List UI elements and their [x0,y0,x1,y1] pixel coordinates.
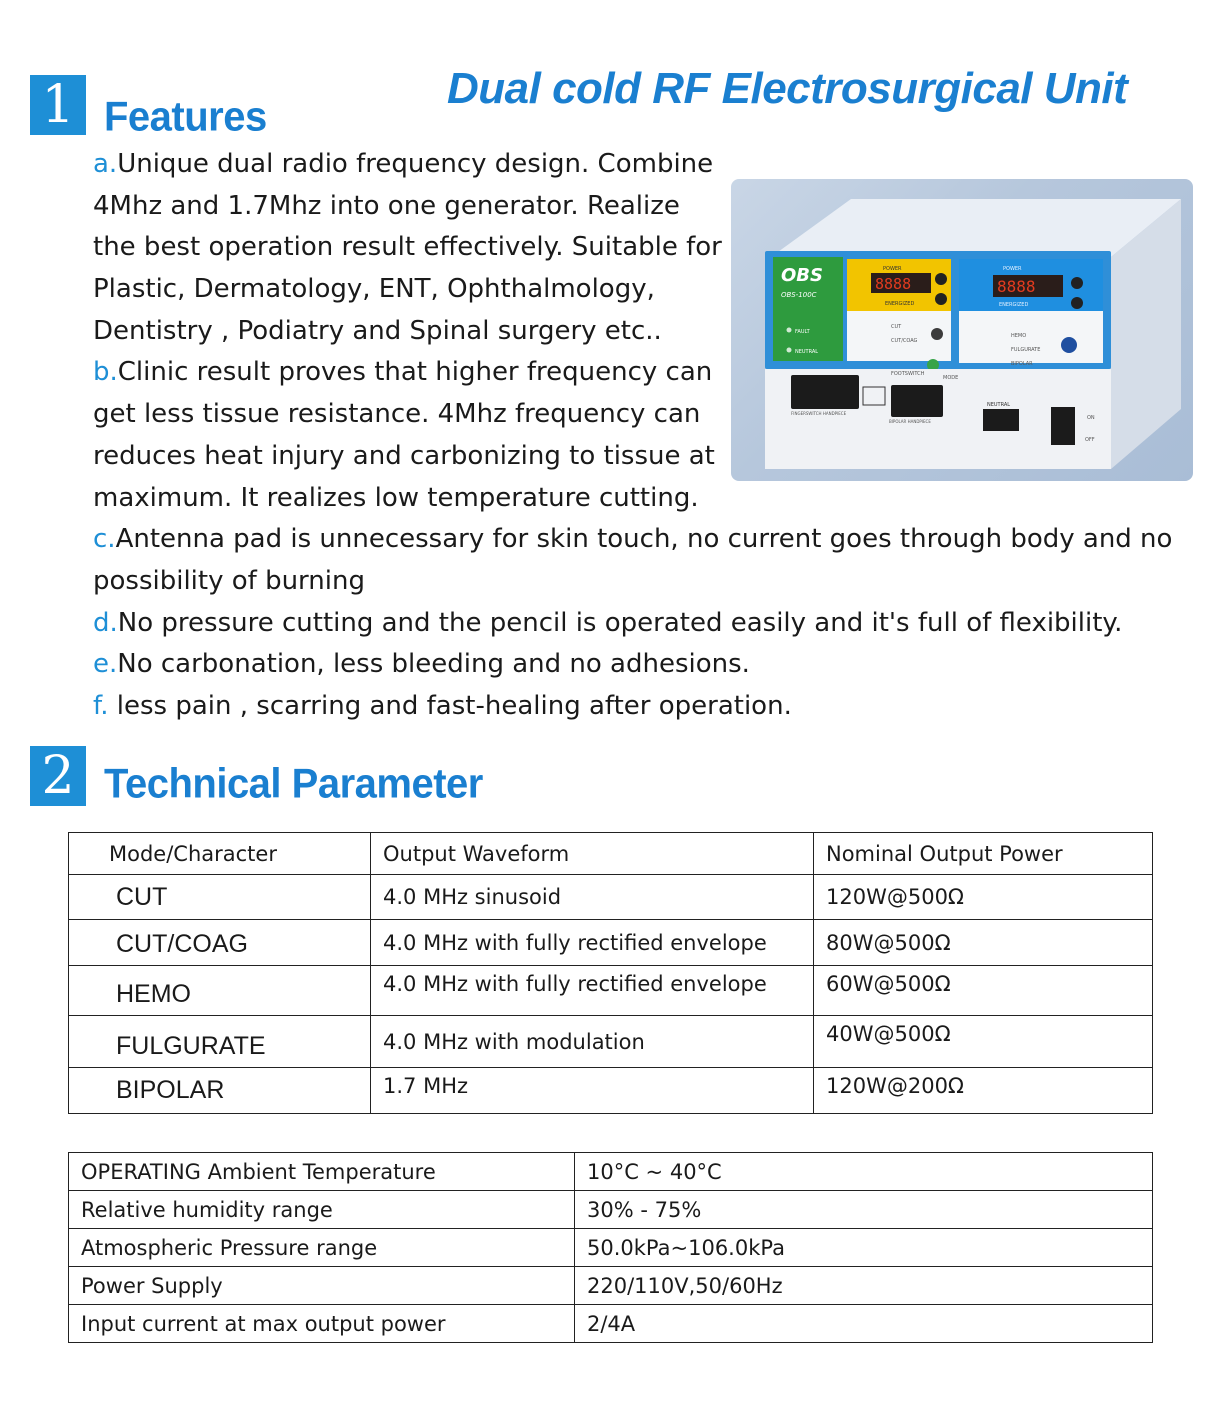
table-cell: 4.0 MHz sinusoid [371,875,814,920]
table-cell: 30% - 75% [575,1191,1153,1229]
feature-line: e.No carbonation, less bleeding and no adhesions. [93,649,750,680]
svg-text:FULGURATE: FULGURATE [1011,347,1041,353]
section-number: 2 [41,746,75,806]
power-display-right: 8888 [997,277,1036,296]
svg-text:BIPOLAR: BIPOLAR [1011,361,1033,367]
table-header-cell: Nominal Output Power [814,833,1153,875]
table-cell: 120W@500Ω [814,875,1153,920]
feature-line: maximum. It realizes low temperature cutting. [93,482,699,513]
page-title: Dual cold RF Electrosurgical Unit [447,64,1128,113]
table-row [69,1267,1153,1305]
feature-letter: e. [93,649,118,680]
table-cell: Atmospheric Pressure range [69,1229,575,1267]
table-row [69,1153,1153,1191]
table-row [69,966,1153,1016]
feature-letter: c. [93,524,116,555]
table-cell: 220/110V,50/60Hz [575,1267,1153,1305]
feature-line: reduces heat injury and carbonizing to tissue at [93,440,715,471]
table-row [69,920,1153,966]
feature-letter: b. [93,357,118,388]
table-cell: BIPOLAR [69,1068,371,1114]
table-cell: HEMO [69,966,371,1016]
table-header-row [69,833,1153,875]
device-model: OBS-100C [781,291,817,299]
feature-line: d.No pressure cutting and the pencil is operated easily and it's full of flexibility. [93,607,1123,638]
product-photo [731,179,1193,481]
svg-text:POWER: POWER [883,266,902,272]
table-cell: 40W@500Ω [814,1016,1153,1068]
table-cell: CUT/COAG [69,920,371,966]
feature-line: the best operation result effectively. Suitable for [93,232,722,263]
table-cell: OPERATING Ambient Temperature [69,1153,575,1191]
table-row [69,1016,1153,1068]
table-cell: CUT [69,875,371,920]
svg-text:FOOTSWITCH: FOOTSWITCH [891,371,925,377]
table-row [69,1191,1153,1229]
table-row [69,1305,1153,1343]
table-cell: FULGURATE [69,1016,371,1068]
svg-text:FINGERSWITCH HANDPIECE: FINGERSWITCH HANDPIECE [791,411,847,416]
svg-text:OFF: OFF [1085,437,1095,443]
table-cell: Relative humidity range [69,1191,575,1229]
table-cell: 4.0 MHz with fully rectified envelope [371,966,814,1016]
svg-text:HEMO: HEMO [1011,333,1027,339]
power-display-left: 8888 [875,275,912,293]
svg-text:MODE: MODE [943,375,959,381]
svg-text:NEUTRAL: NEUTRAL [987,402,1011,408]
feature-letter: f. [93,690,109,721]
table-row [69,875,1153,920]
table-cell: Input current at max output power [69,1305,575,1343]
feature-line: Plastic, Dermatology, ENT, Ophthalmology, [93,274,655,305]
section-number-badge [30,746,86,806]
electrosurgical-unit-illustration [731,179,1193,481]
feature-line: c.Antenna pad is unnecessary for skin touch, no current goes through body and no [93,524,1173,555]
feature-line: get less tissue resistance. 4Mhz frequency can [93,399,701,430]
section-title-features: Features [104,93,267,141]
table-cell: 10°C ~ 40°C [575,1153,1153,1191]
table-row [69,1068,1153,1114]
svg-text:ENERGIZED: ENERGIZED [885,301,915,307]
svg-text:POWER: POWER [1003,266,1022,272]
table-cell: 80W@500Ω [814,920,1153,966]
svg-text:FAULT: FAULT [795,329,810,335]
feature-line: possibility of burning [93,565,365,596]
svg-text:BIPOLAR HANDPIECE: BIPOLAR HANDPIECE [889,419,931,424]
environment-table [68,1152,1153,1343]
table-cell: 2/4A [575,1305,1153,1343]
table-cell: 60W@500Ω [814,966,1153,1016]
svg-text:ON: ON [1087,415,1095,421]
svg-text:CUT/COAG: CUT/COAG [891,338,918,344]
feature-line: a.Unique dual radio frequency design. Combine [93,149,714,179]
table-header-cell: Mode/Character [69,833,371,875]
section-number: 1 [41,75,75,135]
feature-line: Dentistry , Podiatry and Spinal surgery etc.. [93,315,662,346]
section-number-badge [30,75,86,135]
svg-text:NEUTRAL: NEUTRAL [795,349,819,355]
feature-line: b.Clinic result proves that higher frequency can [93,357,713,388]
section-title-technical: Technical Parameter [104,760,483,808]
feature-line: f. less pain , scarring and fast-healing after operation. [93,690,792,721]
device-brand: OBS [781,265,823,286]
table-row [69,1229,1153,1267]
table-header-cell: Output Waveform [371,833,814,875]
svg-text:ENERGIZED: ENERGIZED [999,302,1029,308]
table-cell: 120W@200Ω [814,1068,1153,1114]
table-cell: 4.0 MHz with fully rectified envelope [371,920,814,966]
svg-text:CUT: CUT [891,324,902,330]
table-cell: Power Supply [69,1267,575,1305]
table-cell: 4.0 MHz with modulation [371,1016,814,1068]
feature-letter: d. [93,607,118,638]
feature-letter: a. [93,149,118,179]
table-cell: 1.7 MHz [371,1068,814,1114]
feature-line: 4Mhz and 1.7Mhz into one generator. Realize [93,190,680,221]
table-cell: 50.0kPa~106.0kPa [575,1229,1153,1267]
output-parameters-table [68,832,1153,1114]
